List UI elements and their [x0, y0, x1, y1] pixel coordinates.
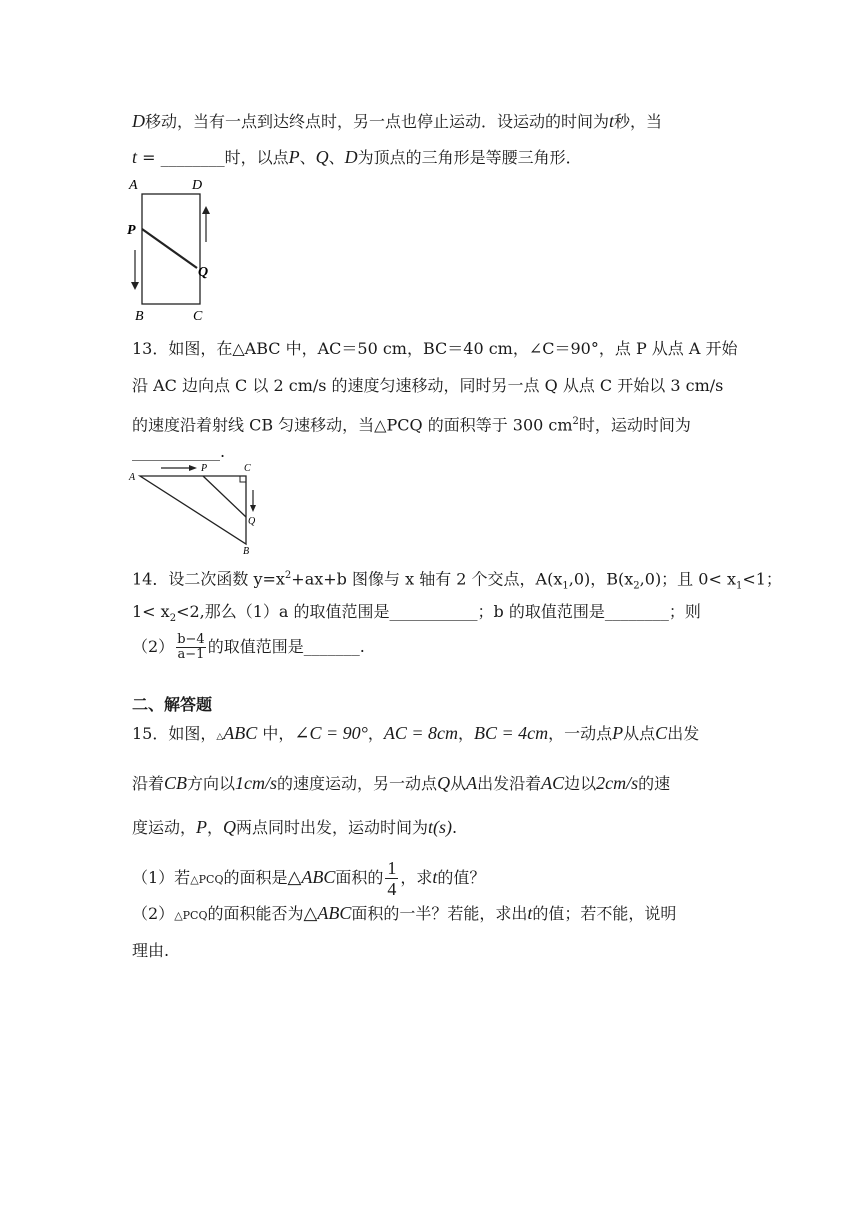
- arrow-up-head: [202, 206, 210, 214]
- triangle-ABC: △ABC: [287, 867, 336, 887]
- q14-text: ,0)，B(x: [568, 569, 634, 589]
- q15-text: 中，: [257, 724, 295, 743]
- q15-text: 方向以: [187, 774, 236, 793]
- subscript: 1: [562, 580, 569, 592]
- var-C: C: [655, 723, 668, 743]
- q15-text: .: [452, 818, 458, 837]
- q15-text: 15．如图，: [132, 724, 217, 743]
- q15-text: 从点: [623, 724, 656, 743]
- q15-text: ，: [207, 818, 224, 837]
- subscript: 2: [633, 580, 640, 592]
- var-D: D: [344, 147, 358, 167]
- label-C: C: [193, 309, 203, 324]
- q15-text: 的值；若不能，说明: [532, 904, 677, 923]
- numerator: b−4: [177, 632, 205, 647]
- q15-text: 的面积是: [223, 868, 288, 887]
- var-ABC: ABC: [223, 723, 258, 743]
- label-D: D: [192, 178, 203, 193]
- q15-text: 面积的一半？若能，求出: [351, 904, 528, 923]
- var-D: D: [132, 111, 145, 131]
- label-Q: Q: [198, 265, 209, 280]
- var-Q: Q: [437, 773, 451, 793]
- q13-line-3: [132, 411, 691, 436]
- q14-line-3: [132, 633, 365, 662]
- q15-text: 的速度运动，另一动点: [277, 774, 438, 793]
- arrow-down-head: [131, 282, 139, 290]
- label-P: P: [127, 223, 136, 238]
- q13-triangle-figure: [125, 460, 265, 555]
- q14-text: <1；: [742, 569, 782, 589]
- answer-blank: ___________.: [132, 442, 226, 461]
- q14-text: <2,那么（1）a 的取值范围是___________；b 的取值范围是________；则: [176, 602, 701, 621]
- var-AC: AC: [541, 773, 565, 793]
- q15-text: 两点同时出发，运动时间为: [236, 818, 429, 837]
- q15-text: ，: [367, 724, 384, 743]
- segment-PQ: [142, 229, 197, 268]
- math-angle-C: ∠C = 90°: [294, 723, 368, 743]
- var-t: t: [432, 867, 438, 887]
- superscript: 2: [572, 416, 579, 427]
- q14-text: （2）: [132, 637, 175, 656]
- q13-text: 时，运动时间为: [578, 415, 691, 435]
- separator: 、: [328, 148, 345, 167]
- q15-text: ，求: [400, 868, 433, 887]
- var-Q: Q: [223, 817, 237, 837]
- q14-text: ,0)；且 0< x: [639, 569, 736, 589]
- answer-blank: = ________: [137, 148, 225, 167]
- q14-text: 的取值范围是_______.: [207, 637, 365, 656]
- q15-text: 从: [450, 774, 467, 793]
- label-A: A: [129, 178, 138, 193]
- arrow-down-head: [250, 505, 256, 512]
- triangle-ABC: △ABC: [303, 903, 352, 923]
- q15-text: 边以: [564, 774, 597, 793]
- var-CB: CB: [164, 773, 188, 793]
- label-B: B: [135, 309, 144, 324]
- separator: 、: [299, 148, 316, 167]
- triangle-ABC: [140, 476, 246, 544]
- q15-part-2-cont: 理由.: [132, 941, 170, 960]
- subscript: 2: [169, 613, 177, 625]
- q15-text: 面积的: [335, 868, 384, 887]
- q15-text: 的速: [638, 774, 671, 793]
- triangle-symbol: △: [216, 732, 224, 742]
- var-t: t: [609, 111, 615, 131]
- q15-text: （1）若: [132, 868, 191, 887]
- label-C: C: [244, 463, 251, 474]
- q12-text: 时，以点: [224, 148, 289, 167]
- q13-line-2: 沿 AC 边向点 C 以 2 cm/s 的速度匀速移动，同时另一点 Q 从点 C 开始以 3 cm/s: [132, 376, 724, 395]
- q15-text: 的值？: [437, 868, 486, 887]
- superscript: 2: [284, 570, 292, 581]
- q15-text: 出发: [667, 724, 700, 743]
- q14-text: +ax+b 图像与 x 轴有 2 个交点，A(x: [291, 569, 563, 589]
- q12-line-1: [132, 110, 662, 133]
- label-Q: Q: [248, 516, 256, 527]
- q15-part-1: [132, 858, 485, 899]
- q12-rectangle-figure: [125, 172, 225, 327]
- label-B: B: [243, 546, 250, 557]
- label-P: P: [201, 463, 208, 474]
- arrow-right-head: [189, 465, 197, 471]
- math-speed-2: 2cm/s: [596, 773, 639, 793]
- q12-text: 为顶点的三角形是等腰三角形．: [357, 148, 582, 167]
- q15-line-1: [132, 722, 699, 748]
- math-BC: BC = 4cm: [474, 723, 549, 743]
- q15-line-3: [132, 816, 457, 839]
- q12-line-2: [132, 146, 582, 169]
- q15-text: 出发沿着: [477, 774, 542, 793]
- fraction: [176, 633, 206, 662]
- q14-line-1: [132, 565, 782, 598]
- var-P: P: [288, 147, 300, 167]
- var-A: A: [466, 773, 478, 793]
- q15-text: 沿着: [132, 774, 165, 793]
- fraction-one-quarter: [385, 858, 398, 899]
- triangle-PCQ: △PCQ: [190, 873, 224, 886]
- q15-part-2: [132, 902, 676, 927]
- right-angle-mark: [240, 476, 246, 482]
- numerator: 1: [387, 858, 397, 878]
- math-AC: AC = 8cm: [383, 723, 458, 743]
- section-heading: 二、解答题: [132, 695, 213, 714]
- denominator: 4: [387, 879, 397, 899]
- q12-text: 移动，当有一点到达终点时，另一点也停止运动．设运动的时间为: [145, 112, 610, 131]
- var-t: t: [132, 147, 138, 167]
- q15-line-2: [132, 772, 670, 795]
- label-A: A: [129, 472, 136, 483]
- math-speed-1: 1cm/s: [235, 773, 278, 793]
- q14-line-2: [132, 601, 701, 630]
- q13-text: 的速度沿着射线 CB 匀速移动，当△PCQ 的面积等于 300 cm: [132, 415, 573, 435]
- denominator: a−1: [177, 647, 205, 662]
- q12-text: 秒，当: [614, 112, 663, 131]
- q14-text: 14．设二次函数 y=x: [132, 569, 285, 589]
- q15-text: 度运动，: [132, 818, 197, 837]
- q15-text: （2）: [132, 904, 175, 923]
- q15-text: ，一动点: [548, 724, 613, 743]
- subscript: 1: [735, 580, 743, 592]
- q15-text: 的面积能否为: [207, 904, 304, 923]
- var-P: P: [196, 817, 208, 837]
- var-P: P: [612, 723, 624, 743]
- q13-line-1: 13．如图，在△ABC 中，AC＝50 cm，BC＝40 cm，∠C＝90°，点 P 从点 A 开始: [132, 339, 738, 358]
- math-t-s: t(s): [428, 817, 453, 837]
- var-t: t: [527, 903, 533, 923]
- triangle-PCQ: △PCQ: [174, 909, 208, 922]
- var-Q: Q: [315, 147, 329, 167]
- q15-text: ，: [457, 724, 474, 743]
- q14-text: 1< x: [132, 602, 170, 621]
